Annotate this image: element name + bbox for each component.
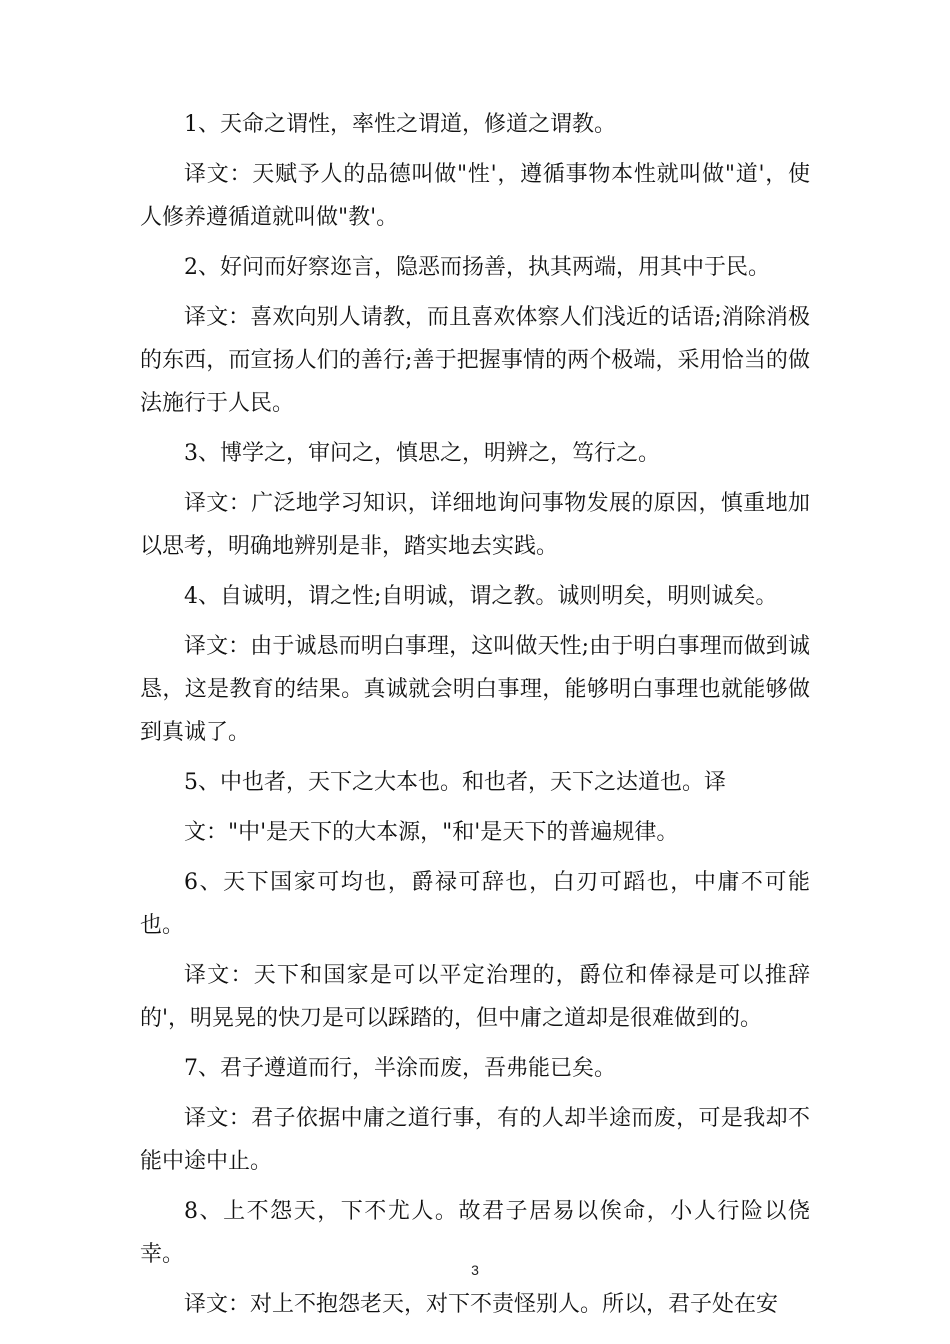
paragraph-2: 译文：天赋予人的品德叫做"性'，遵循事物本性就叫做"道'，使人修养遵循道就叫做"教'。 — [140, 162, 810, 230]
paragraph-11: 6、天下国家可均也，爵禄可辞也，白刃可蹈也，中庸不可能也。 — [140, 870, 810, 938]
paragraph-1: 1、天命之谓性，率性之谓道，修道之谓教。 — [184, 112, 616, 137]
paragraph-7: 4、自诚明，谓之性;自明诚，谓之教。诚则明矣，明则诚矣。 — [184, 584, 778, 609]
page-number: 3 — [471, 1262, 479, 1278]
paragraph-5: 3、博学之，审问之，慎思之，明辨之，笃行之。 — [184, 441, 660, 466]
paragraph-16: 译文：对上不抱怨老天，对下不责怪别人。所以，君子处在安 — [184, 1292, 779, 1317]
paragraph-14: 译文：君子依据中庸之道行事，有的人却半途而废，可是我却不能中途中止。 — [140, 1106, 810, 1174]
paragraph-4: 译文：喜欢向别人请教，而且喜欢体察人们浅近的话语;消除消极的东西，而宣扬人们的善行;善于把握事情的两个极端，采用恰当的做法施行于人民。 — [140, 305, 810, 416]
paragraph-10: 文："中'是天下的大本源，"和'是天下的普遍规律。 — [184, 820, 679, 845]
page-content — [140, 103, 810, 1333]
paragraph-13: 7、君子遵道而行，半涂而废，吾弗能已矣。 — [184, 1056, 616, 1081]
paragraph-8: 译文：由于诚恳而明白事理，这叫做天性;由于明白事理而做到诚恳，这是教育的结果。真诚就会明白事理，能够明白事理也就能够做到真诚了。 — [140, 634, 810, 745]
paragraph-12: 译文：天下和国家是可以平定治理的，爵位和俸禄是可以推辞的'，明晃晃的快刀是可以踩踏的，但中庸之道却是很难做到的。 — [140, 963, 810, 1031]
paragraph-9: 5、中也者，天下之大本也。和也者，天下之达道也。译 — [184, 770, 726, 795]
paragraph-15: 8、上不怨天，下不尤人。故君子居易以俟命，小人行险以侥幸。 — [140, 1199, 810, 1267]
paragraph-3: 2、好问而好察迩言，隐恶而扬善，执其两端，用其中于民。 — [184, 255, 770, 280]
paragraph-6: 译文：广泛地学习知识，详细地询问事物发展的原因，慎重地加以思考，明确地辨别是非，踏实地去实践。 — [140, 491, 810, 559]
